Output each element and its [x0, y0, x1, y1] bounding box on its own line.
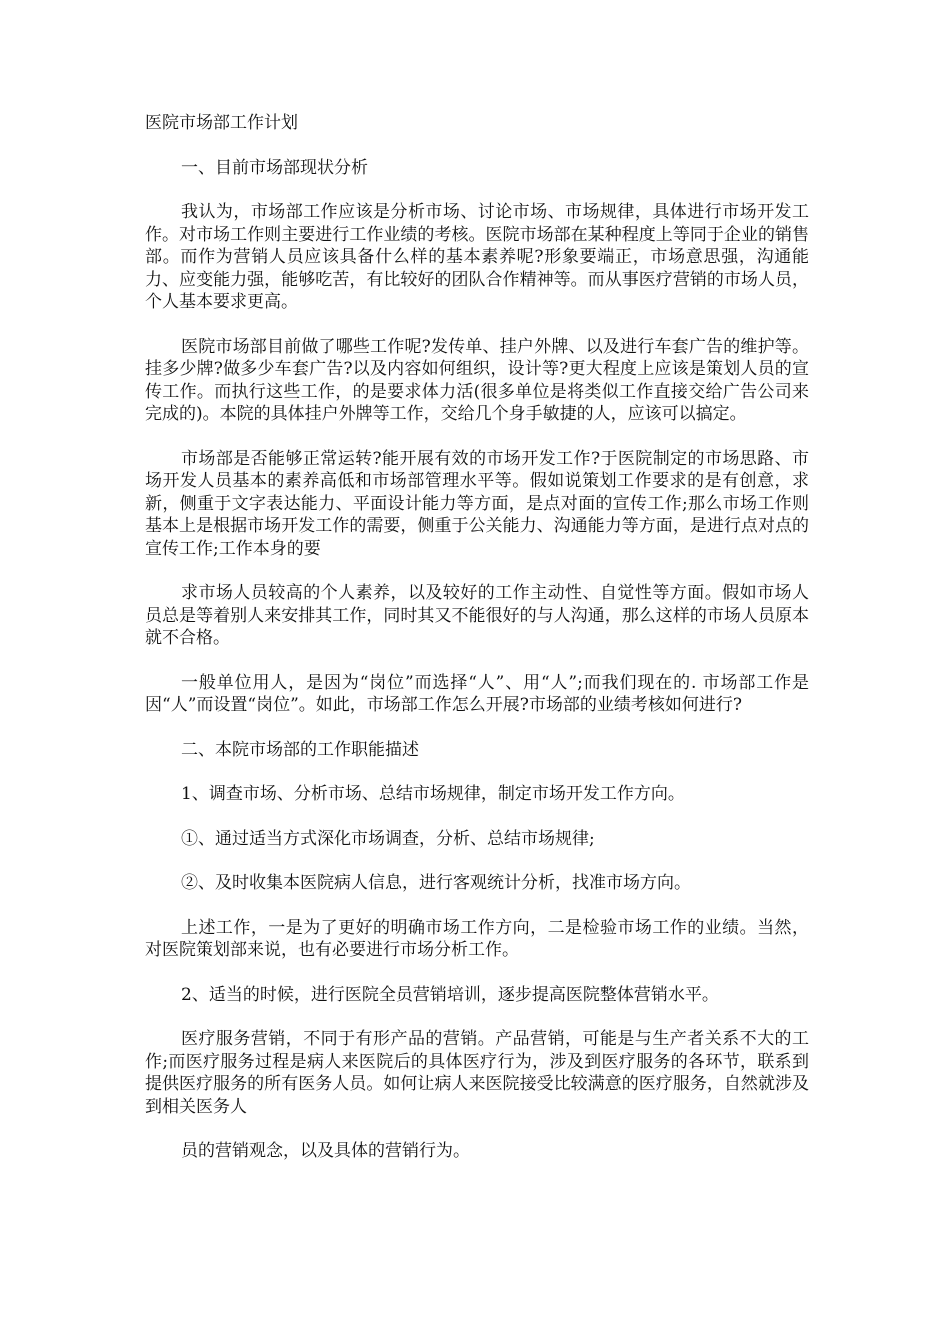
paragraph: 员的营销观念，以及具体的营销行为。 — [181, 1141, 470, 1161]
paragraph: 医疗服务营销，不同于有形产品的营销。产品营销，可能是与生产者关系不大的工作;而医疗服务过程是病人来医院后的具体医疗行为，涉及到医疗服务的各环节，联系到提供医疗服务的所有医务人员。如何让病人来医院接受比较满意的医疗服务，自然就涉及到相关医务人 — [145, 1029, 809, 1117]
sub-item-2: ②、及时收集本医院病人信息，进行客观统计分析，找准市场方向。 — [181, 873, 691, 893]
sub-item-1: ①、通过适当方式深化市场调查，分析、总结市场规律; — [181, 828, 595, 849]
list-item-2: 2、适当的时候，进行医院全员营销培训，逐步提高医院整体营销水平。 — [181, 984, 719, 1005]
paragraph: 我认为，市场部工作应该是分析市场、讨论市场、市场规律，具体进行市场开发工作。对市场工作则主要进行工作业绩的考核。医院市场部在某种程度上等同于企业的销售部。而作为营销人员应该具备什么样的基本素养呢?形象要端正，市场意思强，沟通能力、应变能力强，能够吃苦，有比较好的团队合作精神等。而从事医疗营销的市场人员，个人基本要求更高。 — [145, 202, 809, 312]
paragraph: 医院市场部目前做了哪些工作呢?发传单、挂户外牌、以及进行车套广告的维护等。挂多少牌?做多少车套广告?以及内容如何组织，设计等?更大程度上应该是策划人员的宣传工作。而执行这些工作，的是要求体力活(很多单位是将类似工作直接交给广告公司来完成的)。本院的具体挂户外牌等工作，交给几个身手敏捷的人，应该可以搞定。 — [145, 336, 809, 424]
paragraph: 市场部是否能够正常运转?能开展有效的市场开发工作?于医院制定的市场思路、市场开发人员基本的素养高低和市场部管理水平等。假如说策划工作要求的是有创意，求新，侧重于文字表达能力、平面设计能力等方面，是点对面的宣传工作;那么市场工作则基本上是根据市场开发工作的需要，侧重于公关能力、沟通能力等方面，是进行点对点的宣传工作;工作本身的要 — [145, 448, 809, 559]
section-heading-job-functions: 二、本院市场部的工作职能描述 — [181, 739, 419, 760]
document-title: 医院市场部工作计划 — [145, 113, 298, 133]
section-heading-current-status: 一、目前市场部现状分析 — [181, 157, 368, 178]
paragraph: 求市场人员较高的个人素养，以及较好的工作主动性、自觉性等方面。假如市场人员总是等着别人来安排其工作，同时其又不能很好的与人沟通，那么这样的市场人员原本就不合格。 — [145, 583, 809, 648]
paragraph: 一般单位用人，是因为“岗位”而选择“人”、用“人”;而我们现在的. 市场部工作是因“人”而设置“岗位”。如此，市场部工作怎么开展?市场部的业绩考核如何进行? — [145, 672, 809, 715]
paragraph: 上述工作，一是为了更好的明确市场工作方向，二是检验市场工作的业绩。当然，对医院策划部来说，也有必要进行市场分析工作。 — [145, 917, 809, 960]
document-body — [145, 112, 809, 1185]
list-item-1: 1、调查市场、分析市场、总结市场规律，制定市场开发工作方向。 — [181, 784, 685, 804]
